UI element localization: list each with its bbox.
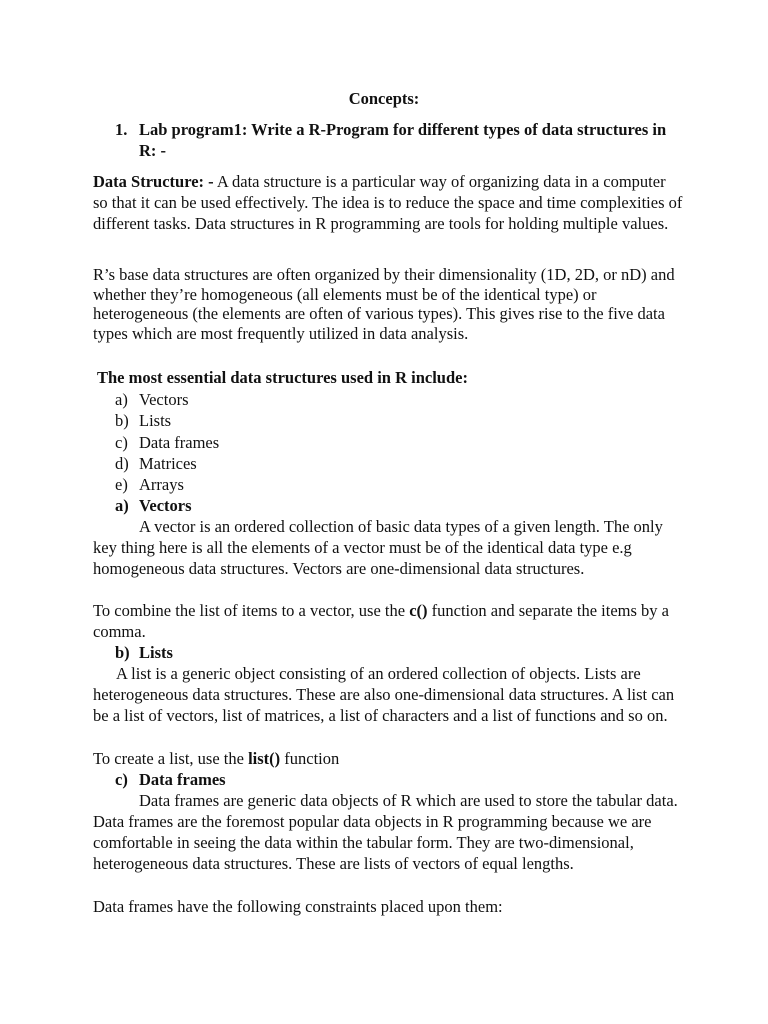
- item-number: 1.: [115, 120, 128, 139]
- dataframes-heading: c) Data frames: [115, 770, 226, 789]
- list-item: b) Lists: [115, 411, 172, 430]
- base-structures-paragraph: R’s base data structures are often organized by their dimensionality (1D, 2D, or nD) and whether they’re homogeneous (all elements must be of the identical type) or heterogeneous (the elements are often of various types). This gives rise to the five data types which are most frequently utilized in data analysis.: [93, 265, 675, 343]
- list-item: e) Arrays: [115, 475, 184, 494]
- vectors-combine-paragraph: To combine the list of items to a vector, use the c() function and separate the items by a comma.: [93, 601, 669, 641]
- vectors-paragraph: A vector is an ordered collection of basic data types of a given length. The only key thing here is all the elements of a vector must be of the identical data type e.g homogeneous data structures. Vectors are one-dimensional data structures.: [93, 517, 663, 578]
- vectors-heading: a) Vectors: [115, 496, 192, 515]
- lists-heading: b) Lists: [115, 643, 173, 662]
- c-function: c(): [409, 601, 428, 620]
- page-title: Concepts:: [348, 89, 420, 108]
- lab-program-item: [115, 119, 675, 161]
- list-item: d) Matrices: [115, 454, 197, 473]
- data-structure-paragraph: [93, 171, 683, 234]
- dataframes-constraints: Data frames have the following constraints placed upon them:: [93, 897, 503, 916]
- dataframes-paragraph: Data frames are generic data objects of R which are used to store the tabular data. Data frames are the foremost popular data objects in R programming because we are comfortable in seeing the data within the tabular form. They are two-dimensional, heterogeneous data structures. These are lists of vectors of equal lengths.: [93, 791, 678, 873]
- lists-create-paragraph: To create a list, use the list() function: [93, 749, 340, 768]
- item-text: Lab program1: Write a R-Program for different types of data structures in R: -: [139, 120, 667, 160]
- list-item: a) Vectors: [115, 390, 189, 409]
- data-structure-label: Data Structure: -: [93, 172, 214, 191]
- lists-paragraph: A list is a generic object consisting of an ordered collection of objects. Lists are heterogeneous data structures. These are also one-dimensional data structures. A list can be a list of vectors, list of matrices, a list of characters and a list of functions and so on.: [93, 664, 675, 725]
- data-structure-text: A data structure is a particular way of organizing data in a computer so that it can be used effectively. The idea is to reduce the space and time complexities of different tasks. Data structures in R programming are tools for holding multiple values.: [93, 172, 683, 233]
- list-item: c) Data frames: [115, 433, 220, 452]
- list-function: list(): [248, 749, 281, 768]
- essential-heading: The most essential data structures used in R include:: [97, 368, 468, 387]
